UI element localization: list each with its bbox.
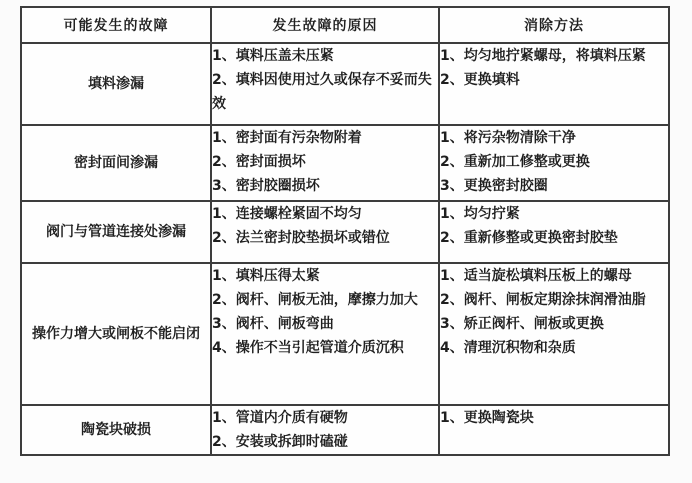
solution-cell	[439, 43, 669, 125]
cause-line: 2、阀杆、闸板无油，摩擦力加大	[212, 292, 418, 308]
solution-cell	[439, 125, 669, 201]
cause-line: 2、填料因使用过久或保存不妥而失效	[212, 72, 432, 112]
cause-cell	[211, 43, 439, 125]
fault-troubleshooting-table	[20, 6, 670, 456]
solution-line: 3、更换密封胶圈	[440, 178, 548, 194]
cause-line: 1、管道内介质有硬物	[212, 410, 348, 426]
fault-cell: 密封面间渗漏	[21, 125, 211, 201]
header-solution: 消除方法	[439, 7, 669, 43]
header-cause: 发生故障的原因	[211, 7, 439, 43]
solution-line: 3、矫正阀杆、闸板或更换	[440, 316, 604, 332]
cause-line: 3、密封胶圈损坏	[212, 178, 320, 194]
cause-cell	[211, 201, 439, 263]
fault-cell: 填料渗漏	[21, 43, 211, 125]
fault-cell: 操作力增大或闸板不能启闭	[21, 263, 211, 405]
cause-cell	[211, 405, 439, 455]
cause-line: 4、操作不当引起管道介质沉积	[212, 340, 404, 356]
cause-line: 1、密封面有污杂物附着	[212, 130, 362, 146]
cause-line: 3、阀杆、闸板弯曲	[212, 316, 334, 332]
cause-line: 1、连接螺栓紧固不均匀	[212, 206, 362, 222]
solution-line: 1、均匀地拧紧螺母，将填料压紧	[440, 48, 646, 64]
solution-line: 1、均匀拧紧	[440, 206, 520, 222]
table-row	[21, 263, 669, 405]
solution-line: 1、更换陶瓷块	[440, 410, 534, 426]
cause-cell	[211, 125, 439, 201]
cause-line: 2、法兰密封胶垫损坏或错位	[212, 230, 390, 246]
solution-line: 1、将污杂物清除干净	[440, 130, 576, 146]
cause-line: 1、填料压得太紧	[212, 268, 320, 284]
solution-line: 2、重新加工修整或更换	[440, 154, 590, 170]
solution-line: 2、重新修整或更换密封胶垫	[440, 230, 618, 246]
cause-line: 2、密封面损坏	[212, 154, 306, 170]
header-row	[21, 7, 669, 43]
solution-line: 4、清理沉积物和杂质	[440, 340, 576, 356]
solution-line: 2、阀杆、闸板定期涂抹润滑油脂	[440, 292, 646, 308]
header-fault: 可能发生的故障	[21, 7, 211, 43]
cause-cell	[211, 263, 439, 405]
table-row	[21, 43, 669, 125]
fault-cell: 阀门与管道连接处渗漏	[21, 201, 211, 263]
fault-cell: 陶瓷块破损	[21, 405, 211, 455]
table-row	[21, 405, 669, 455]
solution-line: 2、更换填料	[440, 72, 520, 88]
solution-line: 1、适当旋松填料压板上的螺母	[440, 268, 632, 284]
cause-line: 2、安装或拆卸时磕碰	[212, 434, 348, 450]
table-row	[21, 201, 669, 263]
solution-cell	[439, 405, 669, 455]
table-row	[21, 125, 669, 201]
cause-line: 1、填料压盖未压紧	[212, 48, 334, 64]
solution-cell	[439, 263, 669, 405]
solution-cell	[439, 201, 669, 263]
